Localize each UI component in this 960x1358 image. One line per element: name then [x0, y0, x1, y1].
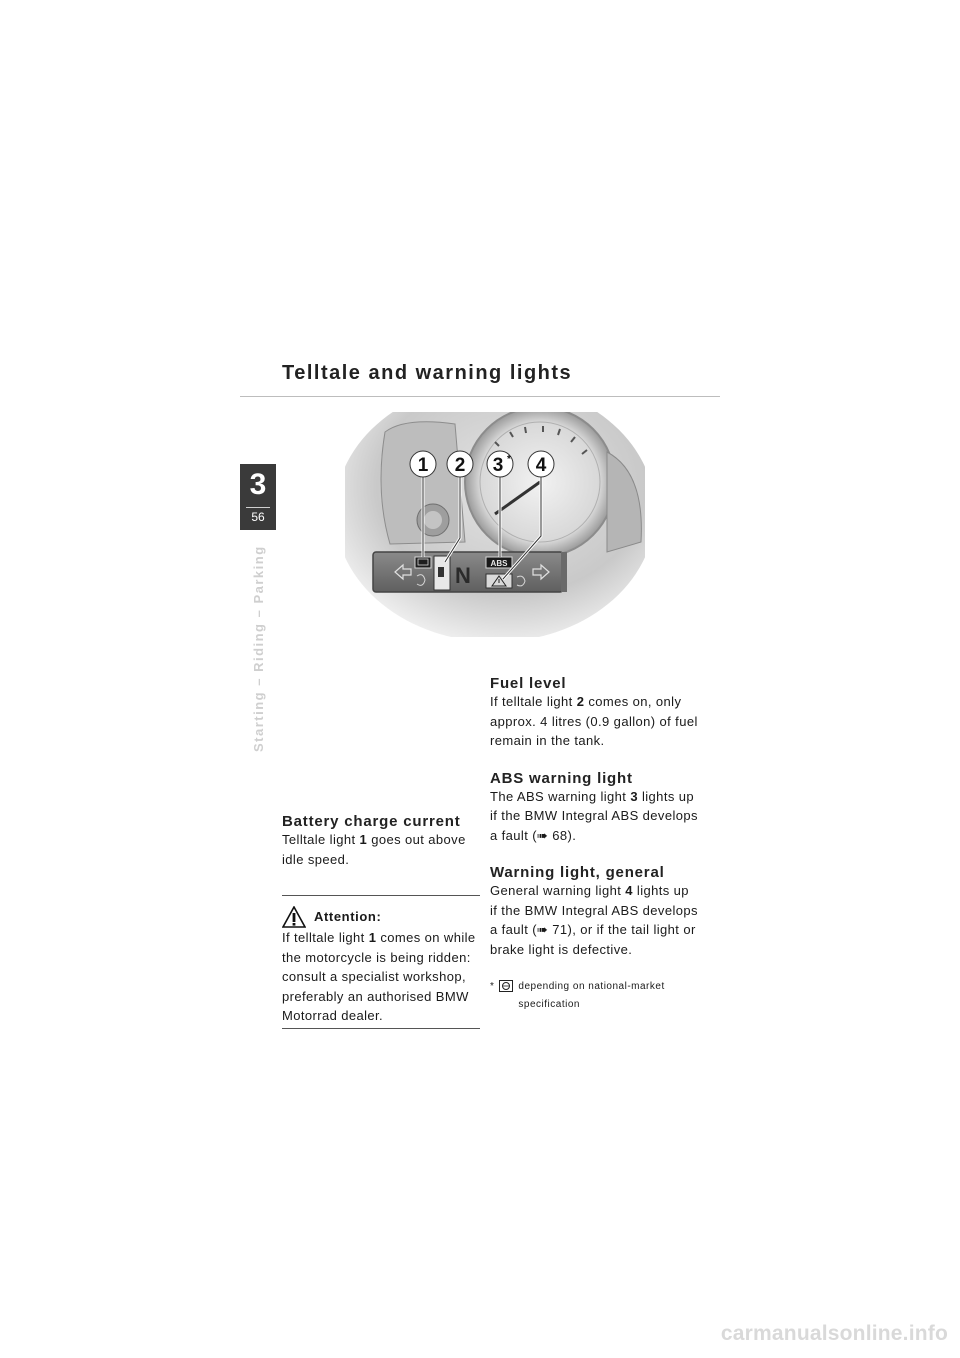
svg-text:*: *	[507, 454, 511, 465]
market-specification-icon	[499, 980, 513, 992]
general-heading: Warning light, general	[490, 864, 665, 881]
abs-text: The ABS warning light 3 lights up if the BMW Integral ABS develops a fault (➠ 68).	[490, 788, 698, 843]
page-number: 56	[251, 510, 265, 524]
callout-3	[487, 451, 513, 477]
footnote-star: *	[490, 981, 495, 992]
fuel-text: If telltale light 2 comes on, only approx. 4 litres (0.9 gallon) of fuel remain in the tank.	[490, 694, 698, 748]
footnote	[490, 978, 700, 1014]
attention-label: Attention:	[314, 909, 382, 925]
battery-heading: Battery charge current	[282, 813, 461, 830]
footnote-text: depending on national-market specification	[518, 981, 665, 1010]
fuel-heading: Fuel level	[490, 675, 567, 692]
callout-2	[447, 451, 473, 477]
svg-text:3: 3	[492, 455, 504, 476]
svg-text:4: 4	[535, 455, 547, 476]
chapter-divider	[246, 507, 270, 508]
attention-box	[282, 895, 480, 1029]
chapter-tab	[240, 464, 276, 530]
title-rule	[240, 396, 720, 397]
svg-text:ABS: ABS	[490, 559, 508, 568]
section-side-label: Starting – Riding – Parking	[251, 545, 266, 752]
watermark: carmanualsonline.info	[720, 1322, 948, 1345]
right-column	[490, 675, 700, 1014]
chapter-number: 3	[249, 468, 267, 501]
warning-exclamation-icon	[282, 906, 306, 928]
callout-1	[410, 451, 436, 477]
fuel-section	[490, 675, 700, 751]
left-column	[282, 813, 482, 1029]
attention-text: If telltale light 1 comes on while the motorcycle is being ridden: consult a specialist workshop, preferably an authorised BMW Motorrad dealer.	[282, 930, 476, 1023]
svg-text:1: 1	[417, 455, 429, 476]
page-title: Telltale and warning lights	[282, 362, 573, 384]
svg-text:2: 2	[454, 455, 466, 476]
abs-section	[490, 770, 700, 846]
neutral-indicator: N	[455, 563, 471, 588]
callout-4	[528, 451, 554, 477]
general-text: General warning light 4 lights up if the BMW Integral ABS develops a fault (➠ 71), or if the tail light or brake light is defective.	[490, 883, 698, 957]
abs-heading: ABS warning light	[490, 769, 633, 787]
general-warning-section	[490, 864, 700, 959]
battery-text: Telltale light 1 goes out above idle speed.	[282, 832, 466, 867]
instrument-panel-figure	[345, 412, 645, 637]
